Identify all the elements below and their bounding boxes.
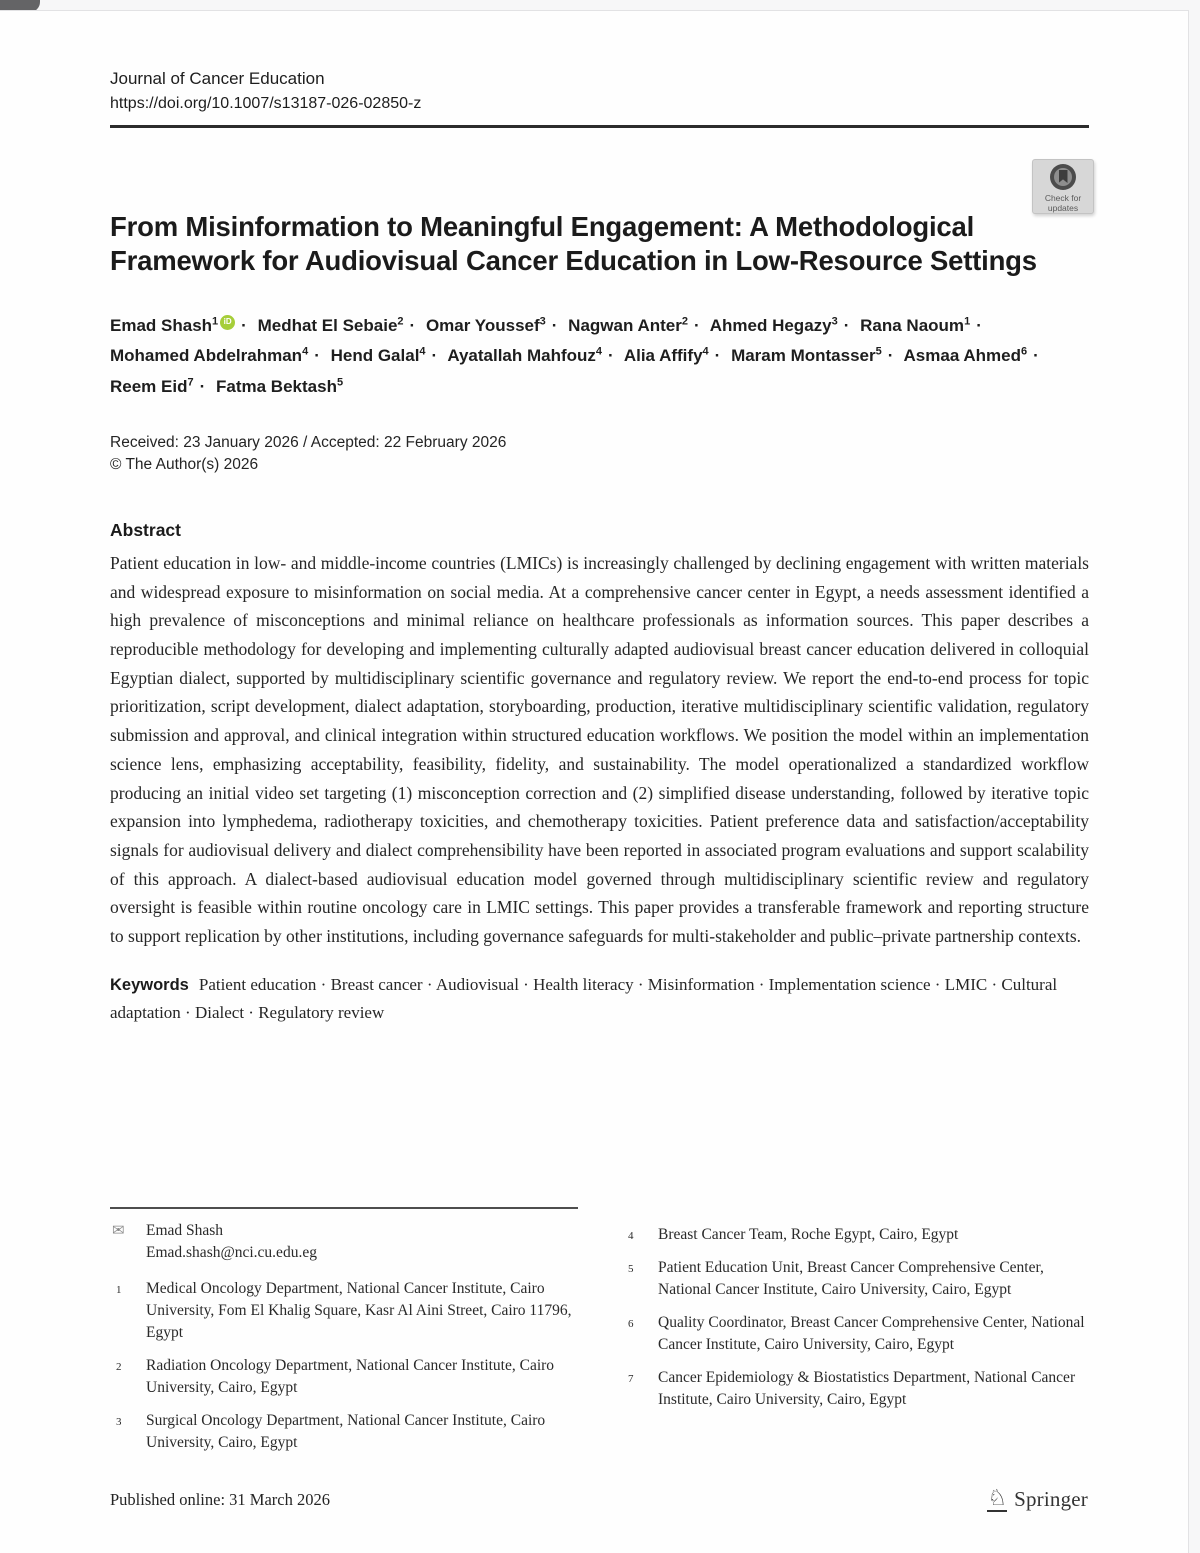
journal-header <box>110 11 1089 128</box>
springer-logo <box>987 1487 1088 1512</box>
paper-page <box>0 10 1189 1553</box>
publication-footer <box>110 1487 1088 1512</box>
abstract-text: Patient education in low- and middle-income countries (LMICs) is increasingly challenged by declining engagement with written materials and widespread exposure to misinformation on social media. At a comprehensive cancer center in Egypt, a needs assessment identified a high prevalence of misconceptions and minimal reliance on healthcare professionals as information sources. This paper describes a reproducible methodology for developing and implementing culturally adapted audiovisual breast cancer education delivered in colloquial Egyptian dialect, supported by multidisciplinary scientific governance and regulatory review. We report the end-to-end process for topic prioritization, script development, dialect adaptation, storyboarding, production, iterative multidisciplinary scientific validation, regulatory submission and approval, and clinical integration within structured education workflows. We position the model within an implementation science lens, emphasizing acceptability, feasibility, fidelity, and sustainability. The model operationalized a standardized workflow producing an initial video set targeting (1) misconception correction and (2) simplified disease understanding, followed by iterative topic expansion into lymphedema, radiotherapy toxicities, and chemotherapy toxicities. Patient preference data and satisfaction/acceptability signals for audiovisual delivery and dialect comprehensibility have been reported in associated program evaluations and support scalability of this approach. A dialect-based audiovisual education model governed through multidisciplinary scientific review and regulatory oversight is feasible within routine oncology care in LMIC settings. This paper provides a transferable framework and reporting structure to support replication by other institutions, including governance safeguards for multi-stakeholder and public–private partnership contexts. <box>110 552 1089 947</box>
journal-name: Journal of Cancer Education <box>110 69 325 88</box>
page-content <box>0 11 1188 1553</box>
author: Mohamed Abdelrahman$^4$ <box>110 345 309 366</box>
correspondence-block <box>110 1220 578 1264</box>
author: Fatma Bektash$^5$ <box>216 376 344 396</box>
article-history <box>110 432 1089 476</box>
doi-link[interactable]: https://doi.org/10.1007/s13187-026-02850-z <box>110 95 422 112</box>
springer-knight-icon: ♘ <box>987 1485 1008 1511</box>
publisher-name: Springer <box>1014 1487 1088 1511</box>
email-icon: ✉ <box>112 1221 125 1239</box>
footnote-rule <box>110 1207 578 1209</box>
author: Ayatallah Mahfouz$^4$ <box>447 345 603 366</box>
author: Ahmed Hegazy$^3$ <box>709 315 838 335</box>
affiliation-3: 3 Surgical Oncology Department, National Cancer Institute, Cairo University, Cairo, Egypt <box>116 1412 546 1451</box>
author: Maram Montasser$^5$ <box>731 345 882 366</box>
bookmark-icon <box>1050 164 1076 190</box>
author: Emad Shash$^1$ iD <box>110 316 235 335</box>
keywords-text: Patient education · Breast cancer · Audiovisual · Health literacy · Misinformation · Implementation science · LMIC · Cultural adaptation · Dialect · Regulatory review <box>110 974 1058 1022</box>
author: Alia Affify$^4$ <box>623 345 709 366</box>
badge-label: Check for updates <box>1044 193 1082 213</box>
affiliation-6: 6 Quality Coordinator, Breast Cancer Comprehensive Center, National Cancer Institute, Cairo University, Cairo, Egypt <box>628 1314 1085 1353</box>
published-online: Published online: 31 March 2026 <box>110 1489 330 1509</box>
author: Asmaa Ahmed$^6$ <box>903 345 1028 366</box>
orcid-icon[interactable]: iD <box>220 315 235 330</box>
correspondence-name: Emad Shash <box>146 1222 224 1239</box>
article-title: From Misinformation to Meaningful Engagement: A Methodological Framework for Audiovisual Cancer Education in Low-Resource Settings <box>110 211 1037 276</box>
author-list: Emad Shash$^1$ iD · Medhat El Sebaie$^2$ · Omar Youssef$^3$ · Nagwan Anter$^2$ · Ahmed Hegazy$^3$ · Rana Naoum$^1$ · Mohamed Abdelrahman$^4$ · Hend Galal$^4$ · Ayatallah Mahfouz$^4$ · Alia Affify$^4$ · Maram Montasser$^5$ · Asmaa Ahmed$^6$ · Reem Eid$^7$ · Fatma Bektash$^5$ <box>110 315 1039 396</box>
received-accepted: Received: 23 January 2026 / Accepted: 22 February 2026 <box>110 433 507 451</box>
affiliation-5: 5 Patient Education Unit, Breast Cancer Comprehensive Center, National Cancer Institute, Cairo University, Cairo, Egypt <box>628 1259 1044 1298</box>
author: Nagwan Anter$^2$ <box>568 315 688 335</box>
affiliation-4: 4 Breast Cancer Team, Roche Egypt, Cairo, Egypt <box>628 1226 959 1243</box>
header-rule <box>110 125 1089 128</box>
affiliation-2: 2 Radiation Oncology Department, National Cancer Institute, Cairo University, Cairo, Egypt <box>116 1357 555 1396</box>
footnotes <box>110 1207 1088 1465</box>
author: Omar Youssef$^3$ <box>425 315 546 335</box>
footnotes-left-column <box>110 1207 578 1465</box>
keywords-line <box>110 971 1089 1027</box>
author: Rana Naoum$^1$ <box>860 315 971 335</box>
keywords-label: Keywords <box>110 975 189 994</box>
author: Hend Galal$^4$ <box>330 345 426 366</box>
copyright-line: © The Author(s) 2026 <box>110 455 259 473</box>
author: Medhat El Sebaie$^2$ <box>257 315 404 335</box>
footnotes-right-column <box>622 1207 1088 1465</box>
author: Reem Eid$^7$ <box>110 376 194 396</box>
correspondence-email[interactable]: Emad.shash@nci.cu.edu.eg <box>146 1244 317 1261</box>
affiliation-7: 7 Cancer Epidemiology & Biostatistics Department, National Cancer Institute, Cairo University, Cairo, Egypt <box>628 1369 1076 1408</box>
affiliation-1: 1 Medical Oncology Department, National Cancer Institute, Cairo University, Fom El Khalig Square, Kasr Al Aini Street, Cairo 11796, Egypt <box>116 1280 572 1341</box>
check-for-updates-badge[interactable] <box>1032 159 1094 214</box>
abstract-heading: Abstract <box>110 519 181 540</box>
